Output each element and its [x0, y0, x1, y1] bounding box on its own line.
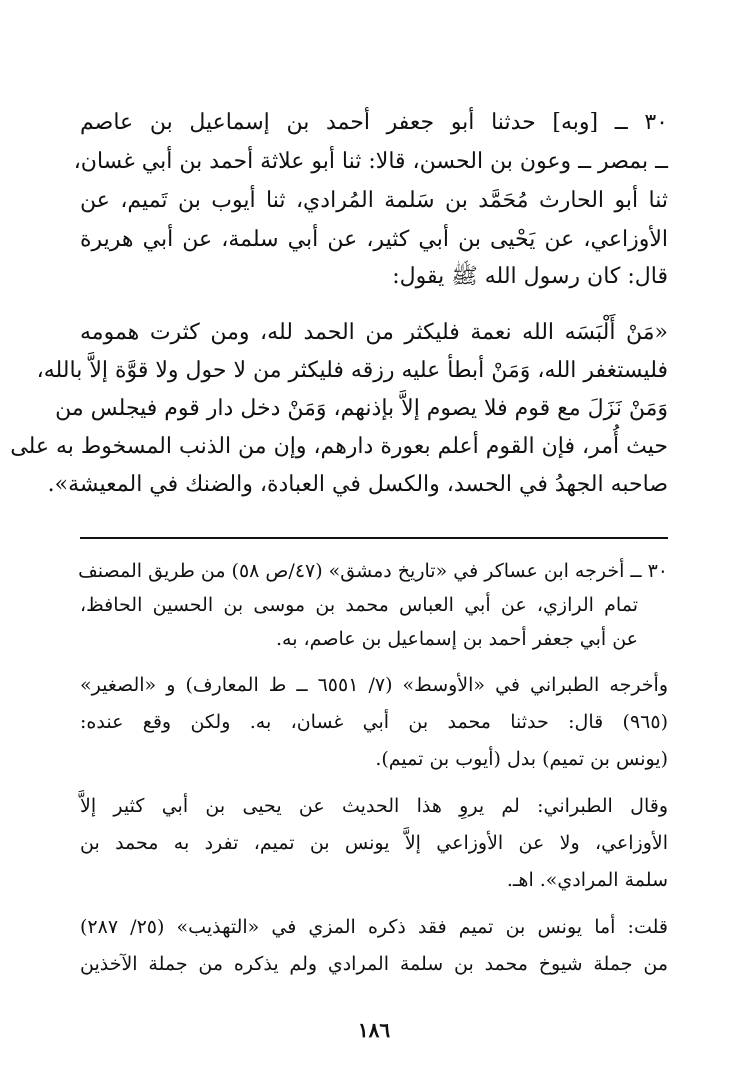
main-text-line: قال: كان رسول الله ﷺ يقول:	[392, 264, 668, 289]
footnote-line: (٩٦٥) قال: حدثنا محمد بن أبي غسان، به. ولكن وقع عنده:	[80, 711, 668, 733]
footnote-separator	[80, 537, 668, 539]
footnote-line: الأوزاعي، ولا عن الأوزاعي إلاَّ يونس بن تميم، تفرد به محمد بن	[80, 832, 668, 854]
footnote-line: سلمة المرادي». اهـ.	[506, 869, 668, 891]
hadith-text-line: فليستغفر الله، وَمَنْ أبطأ عليه رزقه فليكثر من لا حول ولا قوَّة إلاَّ بالله،	[36, 358, 668, 383]
footnote-line: تمام الرازي، عن أبي العباس محمد بن موسى بن الحسين الحافظ،	[80, 594, 638, 616]
footnote-line: وقال الطبراني: لم يروِ هذا الحديث عن يحيى بن أبي كثير إلاَّ	[80, 795, 668, 817]
main-text-line: ٣٠ ــ [وبه] حدثنا أبو جعفر أحمد بن إسماعيل بن عاصم	[80, 110, 668, 135]
footnote-line: وأخرجه الطبراني في «الأوسط» (٧/ ٦٥٥١ ــ ط المعارف) و «الصغير»	[80, 674, 668, 696]
hadith-text-line: صاحبه الجهدُ في الحسد، والكسل في العبادة، والضنك في المعيشة».	[47, 472, 668, 497]
footnote-line: (يونس بن تميم) بدل (أيوب بن تميم).	[375, 748, 668, 770]
hadith-text-line: حيث أُمر، فإن القوم أعلم بعورة دارهم، وإن من الذنب المسخوط به على	[10, 434, 668, 459]
footnote-line: قلت: أما يونس بن تميم فقد ذكره المزي في «التهذيب» (٢٥/ ٢٨٧)	[80, 916, 668, 938]
main-text-line: الأوزاعي، عن يَحْيى بن أبي كثير، عن أبي سلمة، عن أبي هريرة	[80, 227, 668, 252]
hadith-text-line: وَمَنْ نَزَلَ مع قوم فلا يصوم إلاَّ بإذنهم، وَمَنْ دخل دار قوم فيجلس من	[55, 396, 668, 421]
footnote-line: من جملة شيوخ محمد بن سلمة المرادي ولم يذكره من جملة الآخذين	[80, 953, 668, 975]
footnote-line: عن أبي جعفر أحمد بن إسماعيل بن عاصم، به.	[276, 628, 638, 650]
footnote-line: ٣٠ ــ أخرجه ابن عساكر في «تاريخ دمشق» (٤٧/ص ٥٨) من طريق المصنف	[78, 560, 668, 582]
main-text-line: ــ بمصر ــ وعون بن الحسن، قالا: ثنا أبو علاثة أحمد بن أبي غسان،	[73, 149, 668, 174]
main-text-line: ثنا أبو الحارث مُحَمَّد بن سَلمة المُرادي، ثنا أيوب بن تَميم، عن	[80, 188, 668, 213]
hadith-text-line: «مَنْ أَلْبَسَه الله نعمة فليكثر من الحمد لله، ومن كثرت همومه	[80, 320, 668, 345]
page-number: ١٨٦	[357, 1018, 391, 1042]
